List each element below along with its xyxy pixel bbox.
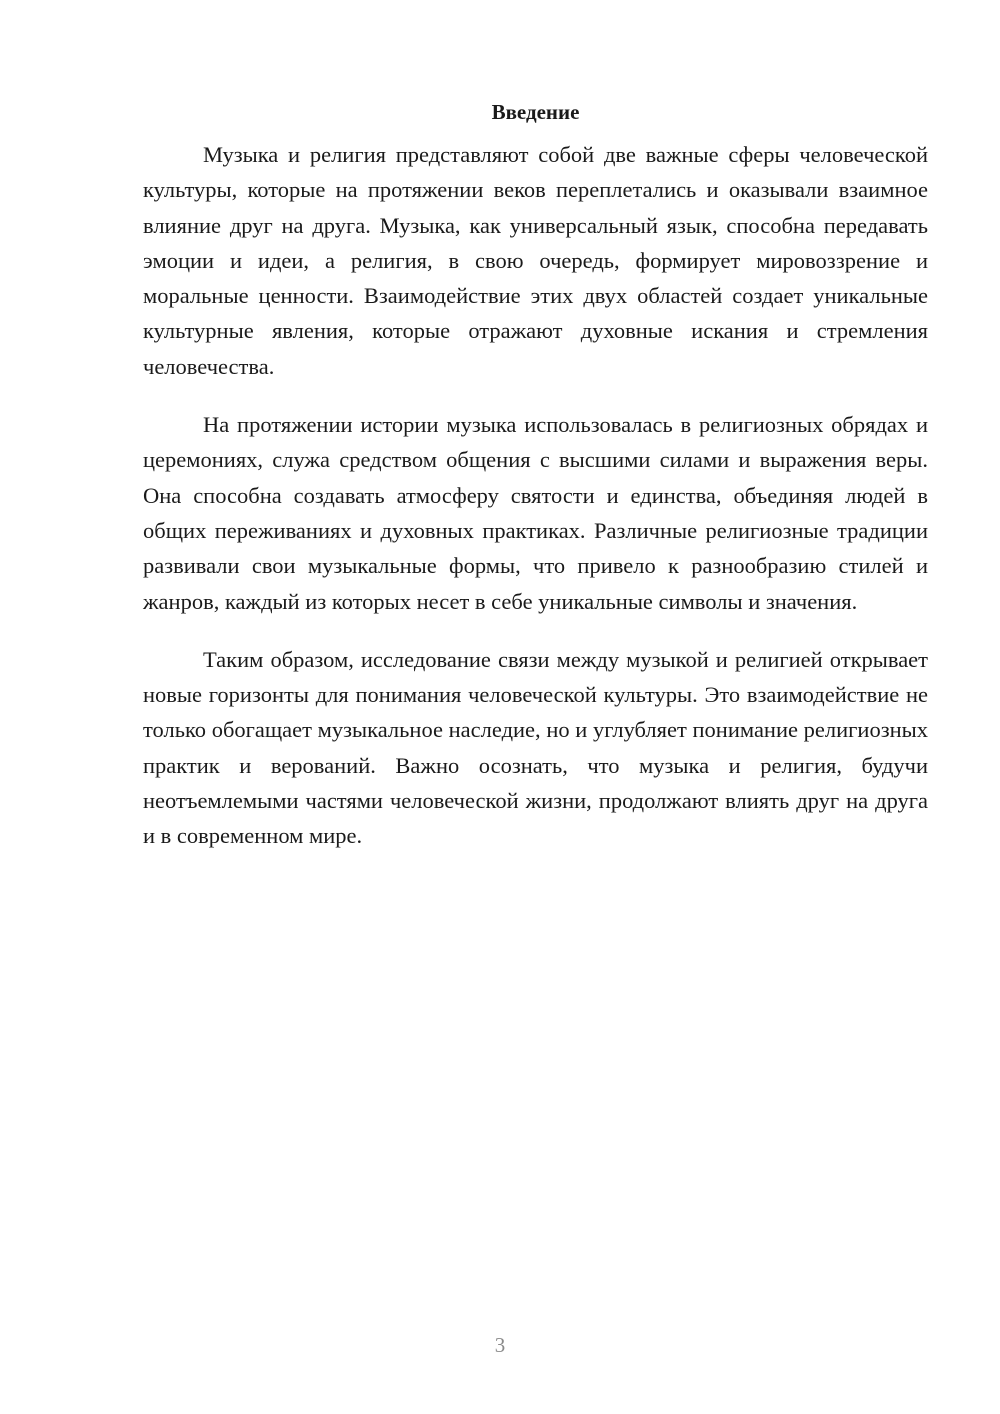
section-title: Введение: [491, 100, 580, 124]
paragraph-3: Таким образом, исследование связи между музыкой и религией открывает новые горизонты для понимания человеческой культуры. Это взаимодействие не только обогащает музыкальное наследие, но и углубляет понимание религиозных практик и верований. Важно осознать, что музыка и религия, будучи неотъемлемыми частями человеческой жизни, продолжают влиять друг на друга и в современном мире.: [143, 646, 928, 849]
page-content: [143, 95, 928, 877]
page-number: 3: [494, 1333, 506, 1357]
paragraph-1: Музыка и религия представляют собой две важные сферы человеческой культуры, которые на протяжении веков переплетались и оказывали взаимное влияние друг на друга. Музыка, как универсальный язык, способна передавать эмоции и идеи, а религия, в свою очередь, формирует мировоззрение и моральные ценности. Взаимодействие этих двух областей создает уникальные культурные явления, которые отражают духовные искания и стремления человечества.: [143, 142, 928, 379]
paragraph-2: На протяжении истории музыка использовалась в религиозных обрядах и церемониях, служа средством общения с высшими силами и выражения веры. Она способна создавать атмосферу святости и единства, объединяя людей в общих переживаниях и духовных практиках. Различные религиозные традиции развивали свои музыкальные формы, что привело к разнообразию стилей и жанров, каждый из которых несет в себе уникальные символы и значения.: [143, 412, 928, 614]
